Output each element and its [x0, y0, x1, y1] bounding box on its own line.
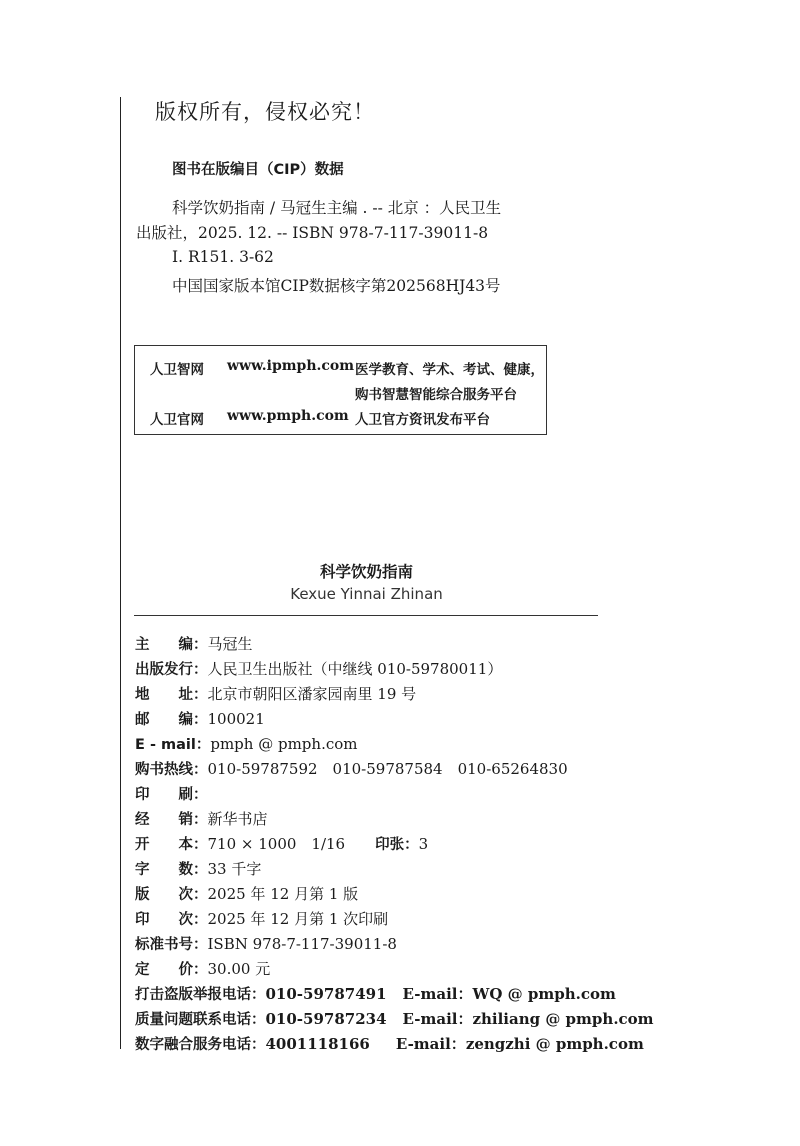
info-editor [135, 633, 253, 654]
contact-row [135, 1008, 654, 1029]
cip-line-2: 出版社，2025. 12. -- ISBN 978-7-117-39011-8 [136, 224, 489, 242]
info-value: 3 [418, 835, 429, 853]
contact-label: 打击盗版举报电话： [135, 987, 266, 1003]
info-value: 010-59787592 010-59787584 010-65264830 [207, 760, 568, 778]
info-label: 出版发行： [135, 662, 208, 678]
info-value: 2025 年 12 月第 1 次印刷 [207, 910, 389, 928]
website-desc-row-2 [355, 383, 517, 403]
info-printer [135, 783, 208, 804]
contact-row [135, 983, 616, 1004]
info-value: 33 千字 [207, 860, 262, 878]
info-address [135, 683, 416, 704]
website-url[interactable]: www.pmph.com [227, 408, 349, 424]
info-label: 邮 编： [135, 712, 208, 728]
cip-line-4: 中国国家版本馆CIP数据核字第202568HJ43号 [172, 277, 501, 295]
info-postcode [135, 708, 265, 729]
website-desc: 医学教育、学术、考试、健康， [355, 362, 544, 378]
info-value: ISBN 978-7-117-39011-8 [207, 935, 397, 953]
info-distributor [135, 808, 268, 829]
contact-label: 数字融合服务电话： [135, 1037, 266, 1053]
info-edition [135, 883, 358, 904]
info-format [135, 833, 428, 854]
info-label: E - mail： [135, 737, 211, 753]
info-label: 地 址： [135, 687, 208, 703]
cip-title: 图书在版编目（CIP）数据 [172, 162, 344, 178]
info-value: 710 × 1000 1/16 [207, 835, 346, 853]
info-label: 经 销： [135, 812, 208, 828]
book-title: 科学饮奶指南 [319, 563, 413, 581]
info-value: 2025 年 12 月第 1 版 [207, 885, 359, 903]
info-label: 印 刷： [135, 787, 208, 803]
contact-email[interactable]: WQ @ pmph.com [472, 985, 616, 1003]
info-email [135, 733, 358, 754]
info-label: 字 数： [135, 862, 208, 878]
contact-row [135, 1033, 644, 1054]
info-label: 定 价： [135, 962, 208, 978]
website-url-row [227, 408, 349, 424]
website-url-row [227, 358, 354, 374]
contact-email-label: E-mail： [402, 985, 473, 1003]
info-value[interactable]: pmph @ pmph.com [210, 735, 358, 753]
info-value: 30.00 元 [207, 960, 271, 978]
contact-email[interactable]: zhiliang @ pmph.com [472, 1010, 654, 1028]
info-hotline [135, 758, 568, 779]
website-row [150, 358, 204, 378]
contact-phone: 4001118166 [265, 1035, 370, 1053]
website-desc-row [355, 358, 544, 378]
website-desc-row [355, 408, 490, 428]
info-value: 人民卫生出版社（中继线 010-59780011） [207, 660, 503, 678]
info-label: 标准书号： [135, 937, 208, 953]
contact-email-label: E-mail： [402, 1010, 473, 1028]
info-label: 开 本： [135, 837, 208, 853]
website-name: 人卫官网 [150, 412, 204, 428]
contact-email-label: E-mail： [395, 1035, 466, 1053]
info-value: 100021 [207, 710, 265, 728]
info-label: 购书热线： [135, 762, 208, 778]
info-value: 新华书店 [207, 810, 268, 828]
website-desc: 人卫官方资讯发布平台 [355, 412, 490, 428]
copyright-notice: 版权所有，侵权必究！ [155, 100, 375, 124]
info-value: 北京市朝阳区潘家园南里 19 号 [207, 685, 417, 703]
cip-line-3: Ⅰ. R151. 3-62 [172, 248, 274, 266]
info-publisher [135, 658, 502, 679]
info-label: 印 次： [135, 912, 208, 928]
info-label: 版 次： [135, 887, 208, 903]
website-box [134, 345, 547, 435]
horizontal-rule [134, 615, 598, 616]
info-words [135, 858, 261, 879]
contact-phone: 010-59787491 [265, 985, 387, 1003]
website-url[interactable]: www.ipmph.com [227, 358, 355, 374]
contact-email[interactable]: zengzhi @ pmph.com [465, 1035, 644, 1053]
info-price [135, 958, 270, 979]
contact-label: 质量问题联系电话： [135, 1012, 266, 1028]
contact-phone: 010-59787234 [265, 1010, 387, 1028]
info-printing [135, 908, 388, 929]
info-isbn [135, 933, 397, 954]
book-pinyin: Kexue Yinnai Zhinan [290, 585, 443, 603]
info-value: 马冠生 [207, 635, 253, 653]
website-name: 人卫智网 [150, 362, 204, 378]
website-desc: 购书智慧智能综合服务平台 [355, 387, 517, 403]
info-label: 主 编： [135, 637, 208, 653]
cip-line-1: 科学饮奶指南 / 马冠生主编 . -- 北京 ：人民卫生 [172, 199, 502, 217]
info-label: 印张： [375, 837, 419, 853]
website-row [150, 408, 204, 428]
